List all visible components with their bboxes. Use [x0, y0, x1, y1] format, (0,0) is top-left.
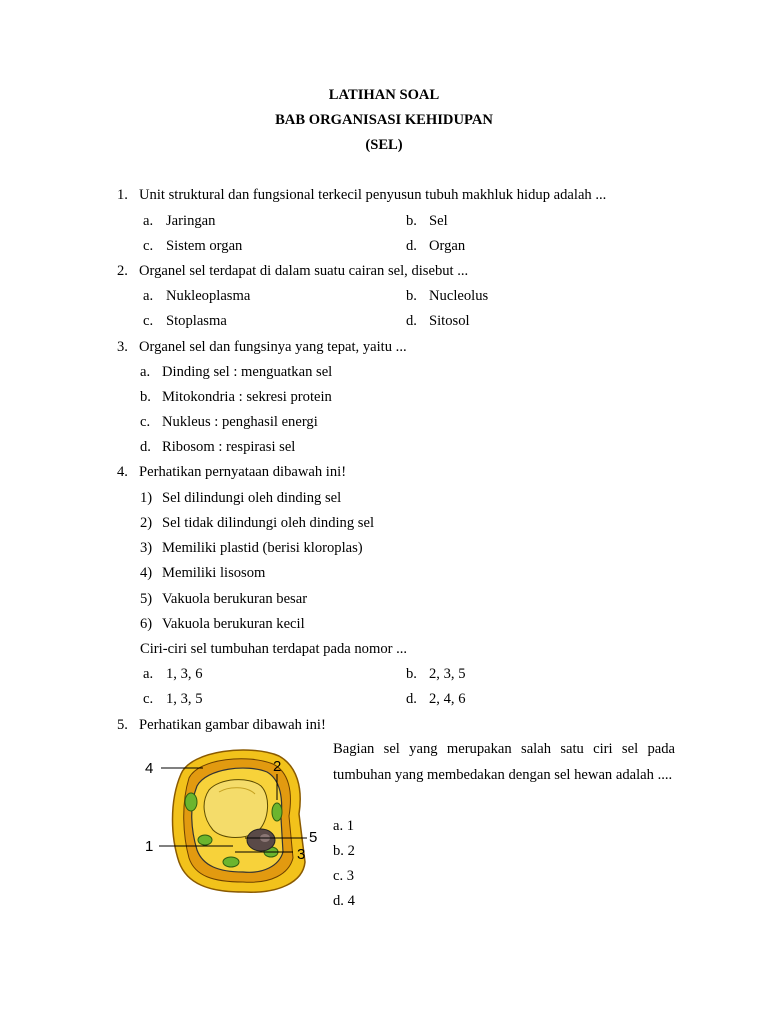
question-number: 3.: [117, 339, 128, 355]
question-number: 5.: [117, 717, 128, 733]
option-d: d. Ribosom : respirasi sel: [140, 439, 296, 455]
title-line-2: BAB ORGANISASI KEHIDUPAN: [275, 112, 493, 128]
question-text: Unit struktural dan fungsional terkecil penyusun tubuh makhluk hidup adalah ...: [139, 187, 607, 203]
option-d: d. 4: [333, 893, 355, 909]
figure-label-1: 1: [145, 838, 154, 855]
question-number: 1.: [117, 187, 128, 203]
figure-label-4: 4: [145, 760, 154, 777]
option-d: d. Sitosol: [406, 313, 470, 329]
option-c: c. Nukleus : penghasil energi: [140, 414, 318, 430]
option-b: b. 2: [333, 843, 355, 859]
statement-6: 6) Vakuola berukuran kecil: [140, 616, 305, 632]
question-text: Organel sel terdapat di dalam suatu cairan sel, disebut ...: [139, 263, 469, 279]
question-text: Perhatikan pernyataan dibawah ini!: [139, 464, 347, 480]
option-a: a. Jaringan: [143, 213, 216, 229]
title-line-1: LATIHAN SOAL: [328, 87, 440, 103]
figure-label-2: 2: [273, 758, 282, 775]
plant-cell-figure: [139, 742, 325, 900]
option-c: c. Sistem organ: [143, 238, 243, 254]
option-d: d. 2, 4, 6: [406, 691, 466, 707]
plant-cell-diagram: [139, 742, 325, 900]
statement-1: 1) Sel dilindungi oleh dinding sel: [140, 490, 342, 506]
figure-label-5: 5: [309, 829, 318, 846]
chloroplast: [198, 835, 212, 845]
option-c: c. 3: [333, 868, 355, 884]
question-number: 4.: [117, 464, 128, 480]
statement-4: 4) Memiliki lisosom: [140, 565, 266, 581]
option-d: d. Organ: [406, 238, 466, 254]
chloroplast: [272, 803, 282, 821]
option-b: b. Nucleolus: [406, 288, 489, 304]
option-a: a. Dinding sel : menguatkan sel: [140, 364, 333, 380]
question-text: Perhatikan gambar dibawah ini!: [139, 717, 326, 733]
statement-2: 2) Sel tidak dilindungi oleh dinding sel: [140, 515, 375, 531]
option-b: b. 2, 3, 5: [406, 666, 466, 682]
option-a: a. 1, 3, 6: [143, 666, 203, 682]
question-5-side-text: Bagian sel yang merupakan salah satu ciri sel pada tumbuhan yang membedakan dengan sel hewan adalah ....: [333, 741, 675, 783]
option-b: b. Mitokondria : sekresi protein: [140, 389, 332, 405]
option-b: b. Sel: [406, 213, 448, 229]
title-line-3: (SEL): [365, 137, 403, 153]
question-text: Organel sel dan fungsinya yang tepat, yaitu ...: [139, 339, 407, 355]
chloroplast: [185, 793, 197, 811]
option-a: a. 1: [333, 818, 355, 834]
option-c: c. 1, 3, 5: [143, 691, 203, 707]
option-c: c. Stoplasma: [143, 313, 227, 329]
figure-label-3: 3: [297, 846, 306, 863]
statement-3: 3) Memiliki plastid (berisi kloroplas): [140, 540, 363, 556]
question-prompt: Ciri-ciri sel tumbuhan terdapat pada nomor ...: [140, 641, 408, 657]
question-number: 2.: [117, 263, 128, 279]
option-a: a. Nukleoplasma: [143, 288, 251, 304]
chloroplast: [223, 857, 239, 867]
statement-5: 5) Vakuola berukuran besar: [140, 591, 308, 607]
